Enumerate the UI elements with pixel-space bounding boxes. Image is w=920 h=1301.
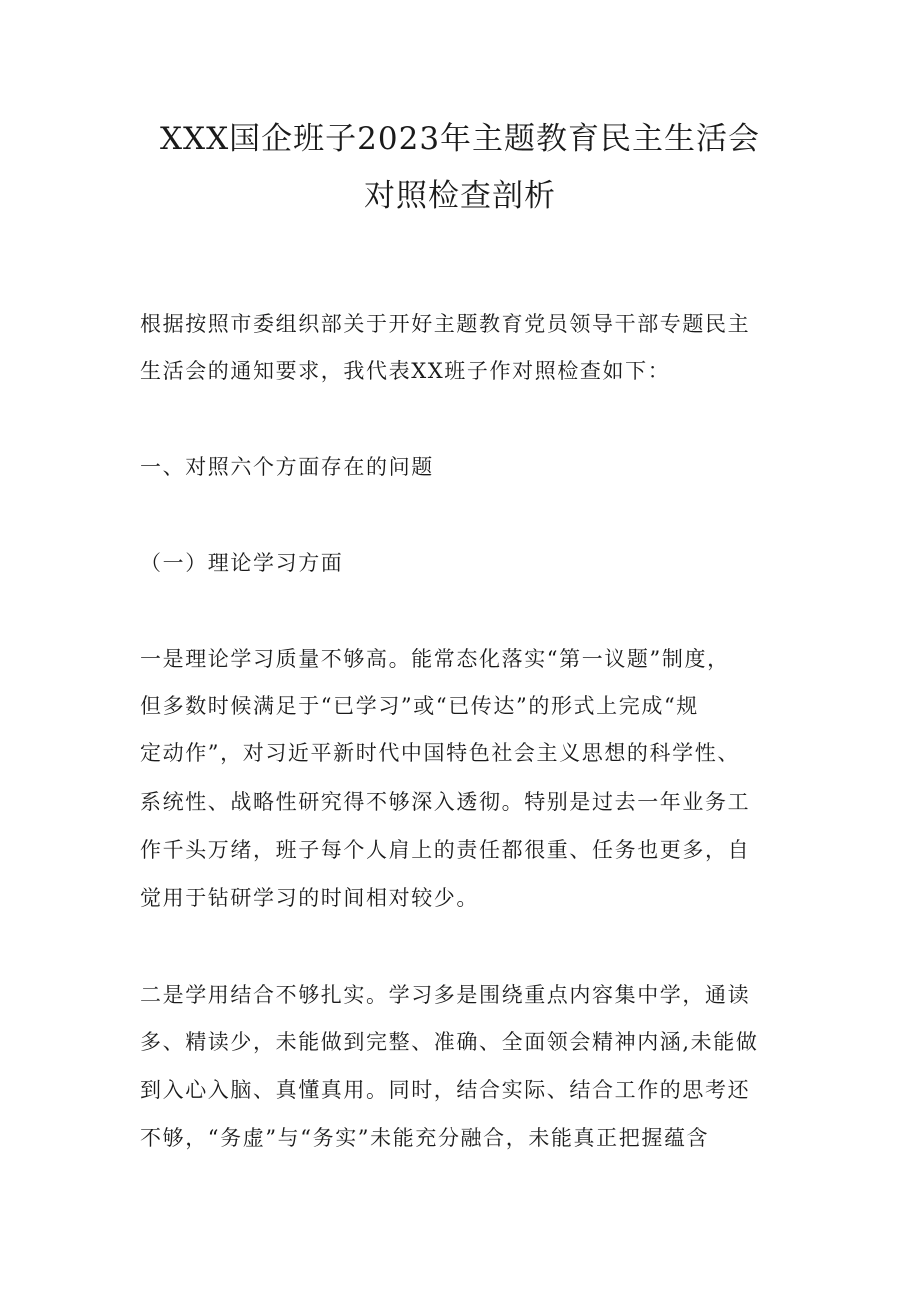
paragraph-1-line-6: 觉用于钻研学习的时间相对较少。	[140, 886, 479, 910]
paragraph-1-line-2: 但多数时候满足于“已学习”或“已传达”的形式上完成“规	[140, 694, 699, 718]
paragraph-1-line-3: 定动作”，对习近平新时代中国特色社会主义思想的科学性、	[140, 741, 740, 765]
paragraph-1-line-4: 系统性、战略性研究得不够深入透彻。特别是过去一年业务工	[140, 790, 751, 814]
document-title-line-2: 对照检查剖析	[364, 178, 556, 214]
paragraph-2-line-2: 多、精读少，未能做到完整、准确、全面领会精神内涵,未能做	[140, 1030, 759, 1054]
paragraph-2-line-1: 二是学用结合不够扎实。学习多是围绕重点内容集中学，通读	[140, 983, 751, 1007]
paragraph-1-line-5: 作千头万绪，班子每个人肩上的责任都很重、任务也更多，自	[140, 838, 751, 862]
paragraph-2-line-3: 到入心入脑、真懂真用。同时，结合实际、结合工作的思考还	[140, 1078, 751, 1102]
subsection-heading: （一）理论学习方面	[140, 551, 344, 575]
paragraph-1-line-1: 一是理论学习质量不够高。能常态化落实“第一议题”制度，	[140, 647, 730, 671]
section-heading: 一、对照六个方面存在的问题	[140, 455, 434, 479]
intro-line-2: 生活会的通知要求，我代表XX班子作对照检查如下：	[140, 359, 671, 383]
paragraph-2-line-4: 不够，“务虚”与“务实”未能充分融合，未能真正把握蕴含	[140, 1126, 710, 1150]
intro-line-1: 根据按照市委组织部关于开好主题教育党员领导干部专题民主	[140, 312, 751, 336]
document-title-line-1: XXX国企班子2023年主题教育民主生活会	[159, 121, 761, 157]
